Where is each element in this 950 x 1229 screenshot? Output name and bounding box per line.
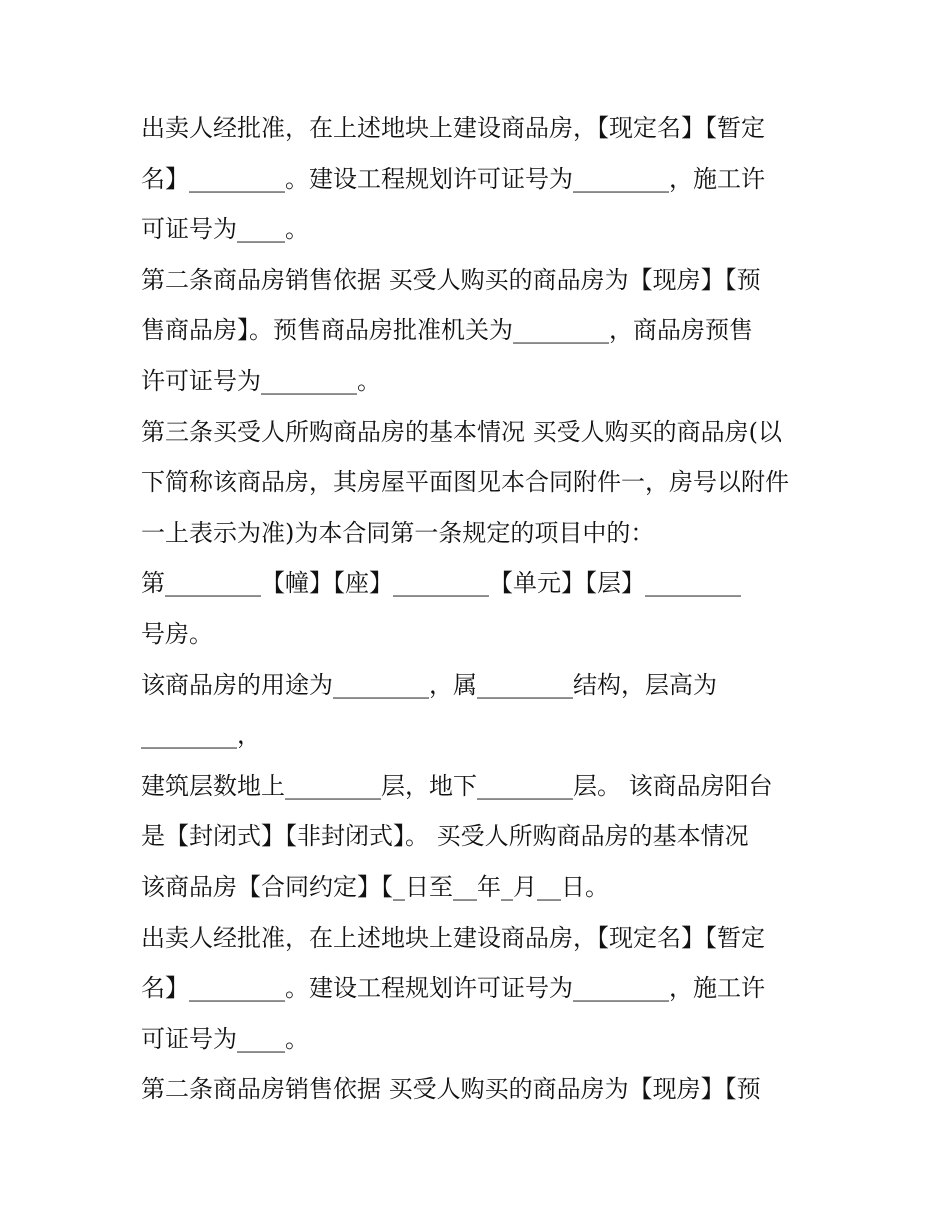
text-line: 可证号为____。 <box>141 215 309 244</box>
text-line: 出卖人经批准，在上述地块上建设商品房，【现定名】【暂定 <box>141 923 765 952</box>
text-line: 该商品房的用途为________，属________结构，层高为 <box>141 670 717 699</box>
document-body <box>141 103 821 1115</box>
text-line: 许可证号为________。 <box>141 366 381 395</box>
text-line: 下简称该商品房，其房屋平面图见本合同附件一，房号以附件 <box>141 468 789 497</box>
text-line: 名】________。建设工程规划许可证号为________，施工许 <box>141 164 765 193</box>
text-line: 售商品房】。预售商品房批准机关为________，商品房预售 <box>141 316 753 345</box>
text-line: 该商品房【合同约定】【_日至__年_月__日。 <box>141 872 609 901</box>
text-line: 第三条买受人所购商品房的基本情况 买受人购买的商品房(以 <box>141 417 782 446</box>
text-line: 第________【幢】【座】________【单元】【层】________ <box>141 569 741 598</box>
text-line: ________， <box>141 721 261 750</box>
text-line: 第二条商品房销售依据 买受人购买的商品房为【现房】【预 <box>141 1075 761 1104</box>
text-line: 号房。 <box>141 619 213 648</box>
text-line: 可证号为____。 <box>141 1024 309 1053</box>
text-line: 名】________。建设工程规划许可证号为________，施工许 <box>141 974 765 1003</box>
text-line: 建筑层数地上________层，地下________层。 该商品房阳台 <box>141 771 773 800</box>
text-line: 是【封闭式】【非封闭式】。 买受人所购商品房的基本情况 <box>141 822 749 851</box>
text-line: 一上表示为准)为本合同第一条规定的项目中的： <box>141 518 655 547</box>
text-line: 第二条商品房销售依据 买受人购买的商品房为【现房】【预 <box>141 265 761 294</box>
text-line: 出卖人经批准，在上述地块上建设商品房，【现定名】【暂定 <box>141 114 765 142</box>
